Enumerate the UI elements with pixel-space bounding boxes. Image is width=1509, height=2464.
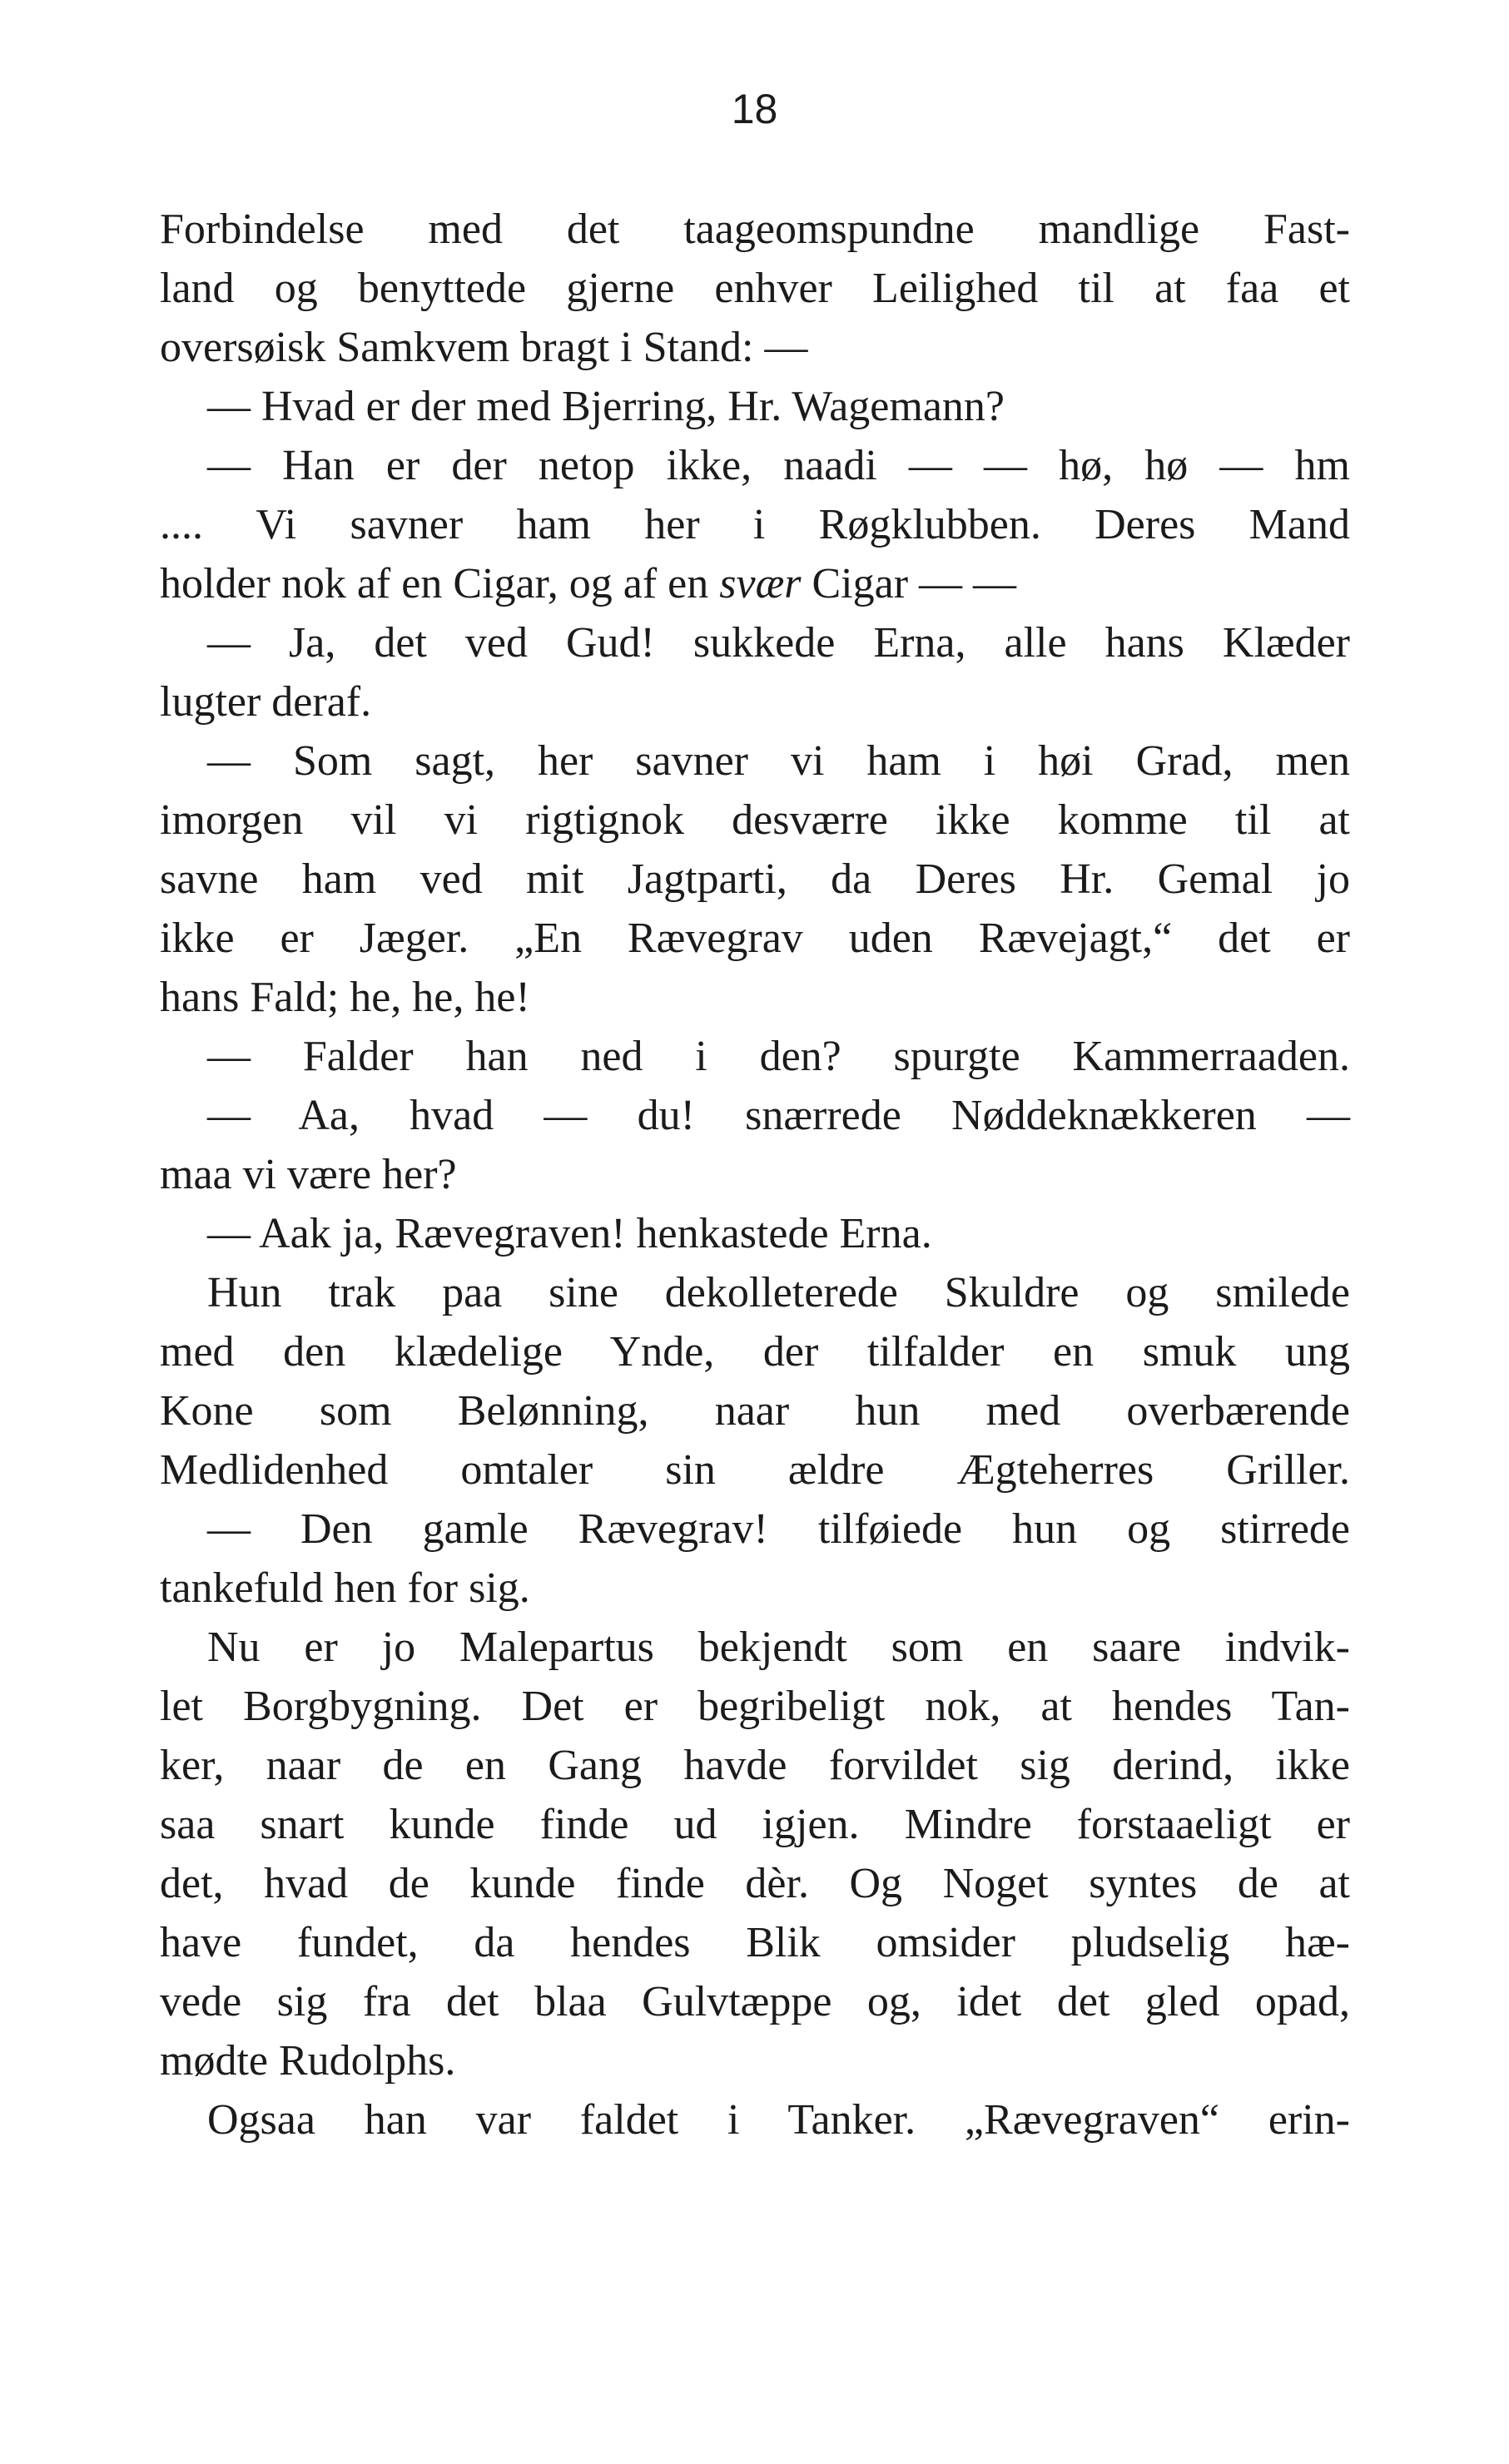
text-line: — Ja, det ved Gud! sukkede Erna, alle hans Klæder [207,619,1350,667]
text-line: Medlidenhed omtaler sin ældre Ægteherres Griller. [160,1446,1350,1494]
text-segment: holder nok af en Cigar, og af en [160,560,720,607]
text-line: — Aa, hvad — du! snærrede Nøddeknækkeren — [207,1092,1350,1139]
text-line: — Han er der netop ikke, naadi — — hø, hø — hm [207,442,1350,489]
text-line: — Den gamle Rævegrav! tilføiede hun og stirrede [207,1505,1350,1553]
text-line [160,554,1350,613]
text-line: Hun trak paa sine dekolleterede Skuldre og smilede [207,1269,1350,1316]
text-line: ker, naar de en Gang havde forvildet sig derind, ikke [160,1742,1350,1789]
text-line: — Hvad er der med Bjerring, Hr. Wagemann? [207,383,1005,430]
text-line: savne ham ved mit Jagtparti, da Deres Hr. Gemal jo [160,855,1350,903]
text-line: Ogsaa han var faldet i Tanker. „Rævegraven“ erin- [207,2096,1350,2144]
text-line: let Borgbygning. Det er begribeligt nok, at hendes Tan- [160,1683,1350,1730]
text-line: hans Fald; he, he, he! [160,974,530,1021]
text-line: saa snart kunde finde ud igjen. Mindre forstaaeligt er [160,1801,1350,1848]
page-number: 18 [731,86,778,132]
text-line: Kone som Belønning, naar hun med overbærende [160,1387,1350,1435]
text-line: land og benyttede gjerne enhver Leilighed til at faa et [160,265,1350,312]
text-line: — Falder han ned i den? spurgte Kammerraaden. [207,1033,1350,1080]
text-line: Nu er jo Malepartus bekjendt som en saare indvik- [207,1624,1350,1671]
text-line: Forbindelse med det taageomspundne mandlige Fast- [160,206,1350,253]
text-line: tankefuld hen for sig. [160,1564,530,1612]
text-line: med den klædelige Ynde, der tilfalder en smuk ung [160,1328,1350,1376]
text-line: — Aak ja, Rævegraven! henkastede Erna. [207,1210,932,1257]
text-line: oversøisk Samkvem bragt i Stand: — [160,324,808,371]
text-line: .... Vi savner ham her i Røgklubben. Deres Mand [160,501,1350,548]
text-segment: Cigar — — [801,560,1017,607]
italic-word: svær [719,560,802,607]
body-text [160,200,1350,2149]
text-line: have fundet, da hendes Blik omsider pludselig hæ- [160,1919,1350,1966]
text-line: vede sig fra det blaa Gulvtæppe og, idet det gled opad, [160,1978,1350,2025]
text-line: maa vi være her? [160,1151,457,1198]
text-line: lugter deraf. [160,678,372,726]
text-line: ikke er Jæger. „En Rævegrav uden Rævejagt,“ det er [160,915,1350,962]
text-line: mødte Rudolphs. [160,2037,456,2085]
text-line: — Som sagt, her savner vi ham i høi Grad, men [207,737,1350,785]
text-line: imorgen vil vi rigtignok desværre ikke komme til at [160,796,1350,844]
text-line: det, hvad de kunde finde dèr. Og Noget syntes de at [160,1860,1350,1907]
